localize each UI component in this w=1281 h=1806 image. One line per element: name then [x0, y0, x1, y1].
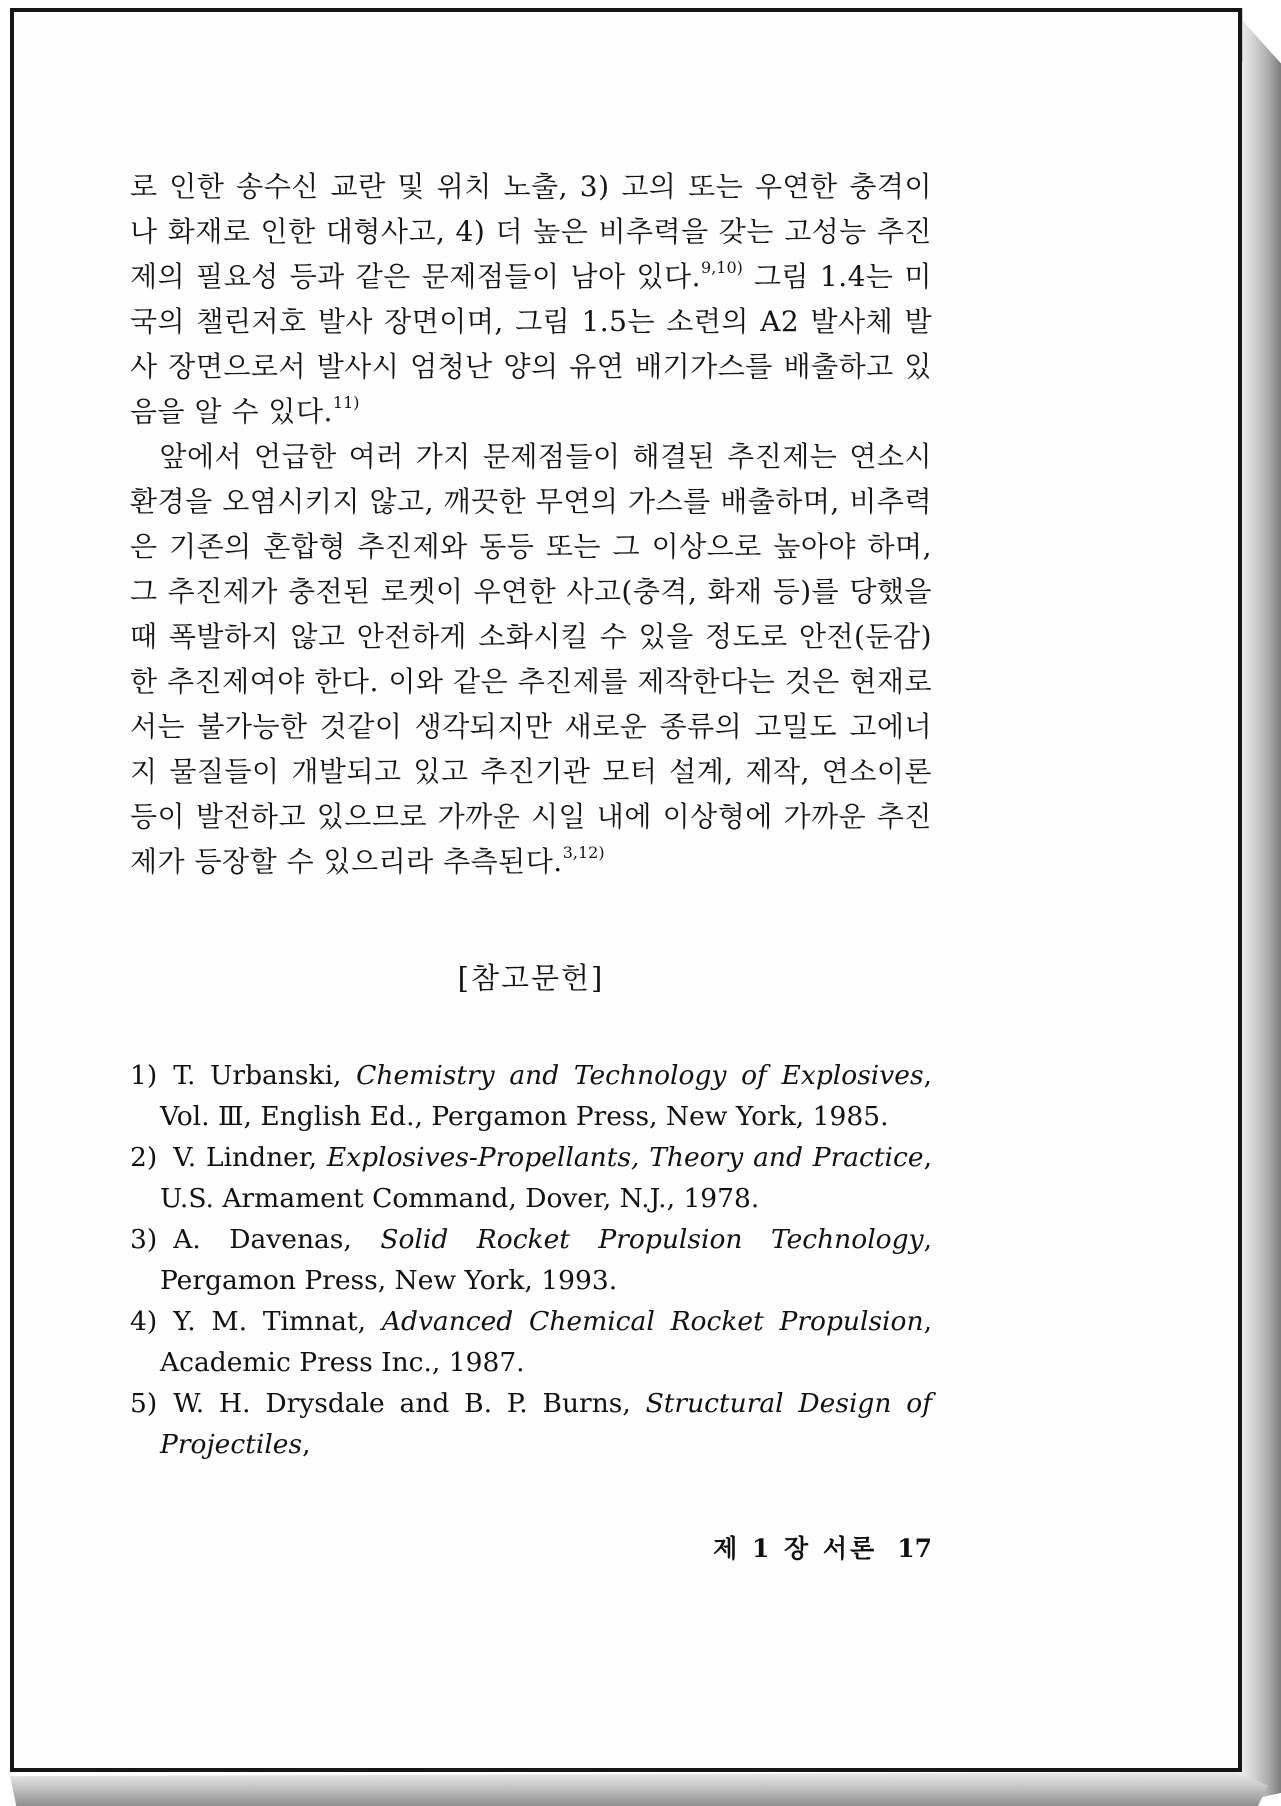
reference-title: Advanced Chemical Rocket Propulsion: [381, 1306, 924, 1337]
reference-publisher: ,: [302, 1429, 311, 1460]
reference-number: 4): [130, 1306, 158, 1337]
reference-publisher: , Vol. Ⅲ, English Ed., Pergamon Press, New York, 1985.: [160, 1060, 932, 1132]
reference-title: Explosives-Propellants, Theory and Practice: [326, 1142, 924, 1173]
paragraph-2-text: 앞에서 언급한 여러 가지 문제점들이 해결된 추진제는 연소시 환경을 오염시키지 않고, 깨끗한 무연의 가스를 배출하며, 비추력은 기존의 혼합형 추진제와 동등 또는 그 이상으로 높아야 하며, 그 추진제가 충전된 로켓이 우연한 사고(충격, 화재 등)를 당했을 때 폭발하지 않고 안전하게 소화시킬 수 있을 정도로 안전(둔감)한 추진제여야 한다. 이와 같은 추진제를 제작한다는 것은 현재로서는 불가능한 것같이 생각되지만 새로운 종류의 고밀도 고에너지 물질들이 개발되고 있고 추진기관 모터 설계, 제작, 연소이론 등이 발전하고 있으므로 가까운 시일 내에 이상형에 가까운 추진제가 등장할 수 있으리라 추측된다.: [130, 440, 932, 878]
chapter-label: 제 1 장 서론: [713, 1534, 878, 1563]
reference-item: [130, 1219, 932, 1301]
page-edge-bottom: [10, 1772, 1268, 1806]
paragraph-2: [130, 434, 932, 884]
reference-item: [130, 1301, 932, 1383]
citation-superscript: 11): [332, 393, 360, 412]
paragraph-1: [130, 164, 932, 434]
reference-number: 1): [130, 1060, 158, 1091]
reference-authors: V. Lindner,: [173, 1142, 327, 1173]
reference-authors: W. H. Drysdale and B. P. Burns,: [173, 1388, 646, 1419]
reference-publisher: , U.S. Armament Command, Dover, N.J., 1978.: [160, 1142, 932, 1214]
page-number: 17: [897, 1534, 932, 1563]
references-list: [130, 1055, 932, 1465]
reference-number: 3): [130, 1224, 158, 1255]
reference-authors: Y. M. Timnat,: [173, 1306, 382, 1337]
reference-number: 5): [130, 1388, 158, 1419]
page-content: [14, 12, 1238, 1565]
paragraph-1-text-a: 로 인한 송수신 교란 및 위치 노출, 3) 고의 또는 우연한 충격이나 화재로 인한 대형사고, 4) 더 높은 비추력을 갖는 고성능 추진제의 필요성 등과 같은 문제점들이 남아 있다.: [130, 170, 932, 293]
reference-title: Structural Design of Projectiles: [160, 1388, 933, 1460]
reference-item: [130, 1383, 932, 1465]
citation-superscript: 3,12): [562, 843, 605, 862]
reference-authors: T. Urbanski,: [173, 1060, 357, 1091]
page-edge-right: [1239, 6, 1281, 1800]
reference-title: Solid Rocket Propulsion Technology: [380, 1224, 924, 1255]
reference-number: 2): [130, 1142, 158, 1173]
page-footer: [130, 1529, 932, 1565]
page: [10, 8, 1242, 1772]
reference-publisher: , Pergamon Press, New York, 1993.: [160, 1224, 932, 1296]
reference-publisher: , Academic Press Inc., 1987.: [160, 1306, 932, 1378]
paragraph-1-text-b: 그림 1.4는 미국의 챌린저호 발사 장면이며, 그림 1.5는 소련의 A2 발사체 발사 장면으로서 발사시 엄청난 양의 유연 배기가스를 배출하고 있음을 알 수 있다.: [130, 260, 932, 428]
reference-item: [130, 1137, 932, 1219]
reference-item: [130, 1055, 932, 1137]
citation-superscript: 9,10): [701, 258, 743, 277]
references-heading: [참고문헌]: [457, 961, 605, 995]
reference-authors: A. Davenas,: [173, 1224, 381, 1255]
reference-title: Chemistry and Technology of Explosives: [356, 1060, 924, 1091]
